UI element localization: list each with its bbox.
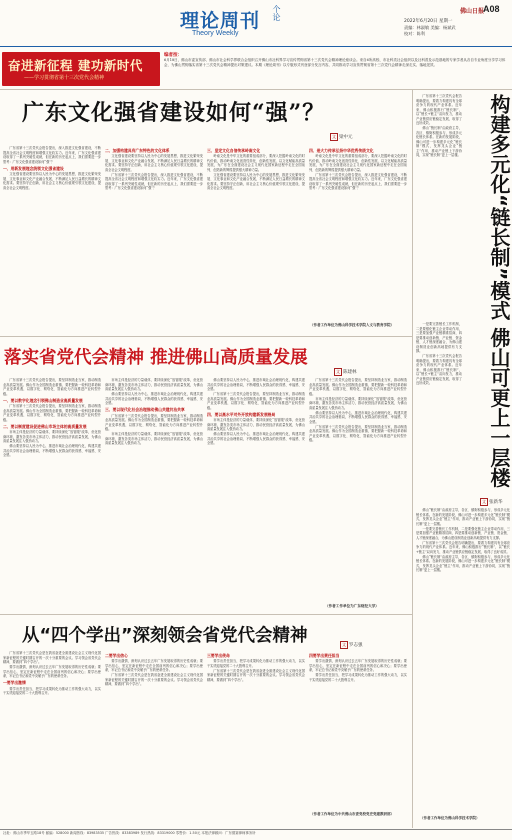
article3-title: 从“四个学出”深刻领会省党代会精神 bbox=[22, 626, 308, 646]
article1-subhead: 一、用新发展理念统领文化强省建设 bbox=[3, 165, 64, 171]
article2-title: 落实省党代会精神 推进佛山高质量发展 bbox=[4, 348, 308, 368]
article4-author: 张新华 bbox=[489, 500, 503, 505]
article2-para: 市场主体是经济的力量载体，要持续深化“放管服”改革，优化营商环境，激发各类市场主体活力，推动民营经济高质量发展，为佛山高质量发展注入强劲动力。 bbox=[105, 378, 203, 391]
article1-subhead: 二、加强构建具有广东特色的文化体系 bbox=[105, 147, 170, 153]
banner bbox=[2, 52, 160, 86]
article3-para: 广东省第十三次党代会是在我省奋进全面建设社会主义现代化国家新征程的关键时期召开的一次十分重要的会议。学习领会省党代会精神，要做到“四个学出”。 bbox=[105, 673, 203, 686]
article3-signature: （作者工作单位为中共佛山市委党校党史党建教研部） bbox=[310, 812, 394, 816]
article1-author: 梁中元 bbox=[339, 135, 353, 140]
article4-bottom-text bbox=[416, 508, 510, 813]
divider bbox=[0, 336, 412, 337]
article2-col4 bbox=[309, 378, 407, 600]
article3-subhead: 四要学出责任担当 bbox=[309, 652, 340, 658]
article2-para: 佛山要坚持以人民为中心，推进市域社会治理现代化，构建共建共治共享的社会治理格局，不断增强人民群众的获得感、幸福感、安全感。 bbox=[207, 432, 305, 445]
article3-para: 要学出激情，深刻认识过去五年广东发展取得的历史性成就；要学出信心，坚定在新征程中走在全国前列的信心和决心；要学出使命，牢记总书记和党中央赋予广东的使命任务。 bbox=[3, 665, 101, 678]
article1-para: 岭南文化是中华文化的重要组成部分，要深入挖掘岭南文化的时代价值，推动岭南文化创造性转化、创新性发展，以文化赋能高质量发展，为广东在全面建设社会主义现代化国家新征程中走在全国前列、创造新的辉煌提供强大精神力量。 bbox=[207, 154, 305, 172]
article2-para: 广东省第十三次党代会报告提出，要坚持制造业当家，推动制造业高质量发展。佛山作为全国制造业重镇，要把握新一轮科技革命和产业变革机遇，以数字化、网络化、智能化为方向推进产业转型升级。 bbox=[309, 424, 407, 442]
article3-para: 要学出责任担当，把学习成果转化为推动工作的强大动力，以实干实绩迎接党的二十大胜利召开。 bbox=[309, 673, 407, 682]
article2-para: 广东省第十三次党代会报告提出，要坚持制造业当家，推动制造业高质量发展。佛山作为全国制造业重镇，要把握新一轮科技革命和产业变革机遇，以数字化、网络化、智能化为方向推进产业转型升级。 bbox=[309, 378, 407, 396]
footer-info: 社址：佛山市季华五路18号 邮编：528000 新闻热线：83983535 广告热线：83383989 发行热线：83319000 零售价：1.50元 本报法律顾问：广东德赛律师事务所 bbox=[3, 831, 256, 835]
article3-para: 要学出责任担当，把学习成果转化为推动工作的强大动力，以实干实绩迎接党的二十大胜利召开。 bbox=[3, 686, 101, 695]
masthead bbox=[0, 0, 512, 50]
article2-para: 市场主体是经济的力量载体，要持续深化“放管服”改革，优化营商环境，激发各类市场主体活力，推动民营经济高质量发展，为佛山高质量发展注入强劲动力。 bbox=[3, 430, 101, 443]
article1-subhead: 四、是大力传承弘扬中华优秀传统文化 bbox=[309, 147, 374, 153]
article4-author-tag: 文 bbox=[482, 499, 486, 504]
article4-byline bbox=[480, 498, 503, 506]
article3-col4 bbox=[309, 651, 407, 811]
article3-para: 广东省第十三次党代会是在我省奋进全面建设社会主义现代化国家新征程的关键时期召开的一次十分重要的会议。学习领会省党代会精神，要做到“四个学出”。 bbox=[3, 651, 101, 664]
article4-para: 佛山“链长制”由政府主导，各区、镇街积极参与，形成多元化链长体系。在新的发展阶段，佛山可进一步构建多元化“链长制”模式，发挥龙头企业“链主”作用，推动产业链上下游协同，实现“链长制”更上一层楼。 bbox=[416, 554, 510, 572]
section-vertical: 个论 bbox=[272, 5, 281, 21]
article3-byline bbox=[340, 641, 363, 649]
article3-col1 bbox=[3, 651, 101, 823]
article2-author: 陈建林 bbox=[343, 370, 357, 375]
article2-para: 广东省第十三次党代会报告提出，要坚持制造业当家，推动制造业高质量发展。佛山作为全国制造业重镇，要把握新一轮科技革命和产业变革机遇，以数字化、网络化、智能化为方向推进产业转型升级。 bbox=[105, 413, 203, 431]
article3-author: 罗志强 bbox=[349, 643, 363, 648]
article3-col3 bbox=[207, 651, 305, 823]
article2-subhead: 二、要以制度建设促进佛山市场主体的高质量发展 bbox=[3, 423, 87, 429]
editor-note-text: 6月18日，佛山市委宣传部、佛山市社会科学界联合会组织召开佛山市社科界学习宣传贯彻省第十三次党代会精神理论座谈会。来自6所高校、市社科类社会组织以及社科普及示范基地的专家学者从各自专业角度分享学习体会，为佛山贯彻落实省第十三次党代会精神提出对策建议。本期《理论周刊》以专版形式刊登部分发言内容，共同推动学习宣传贯彻省第十三次党代会精神走深走实、落地见效。 bbox=[164, 58, 506, 67]
article3-subhead: 三要学出使命 bbox=[207, 652, 230, 658]
article1-para: 文化强省建设要坚持以人民为中心的发展思想，推进文化繁荣发展、文化事业和文化产业融合发展，不断满足人民日益增长的精神文化需求。要坚持守正创新，用社会主义核心价值观引领文化建设，提高全社会文明程度。 bbox=[105, 154, 203, 172]
page-number: A08 bbox=[483, 4, 500, 14]
article2-para: 广东省第十三次党代会报告提出，要坚持制造业当家，推动制造业高质量发展。佛山作为全国制造业重镇，要把握新一轮科技革命和产业变革机遇，以数字化、网络化、智能化为方向推进产业转型升级。 bbox=[3, 378, 101, 396]
article1-para: 广东省第十三次党代会报告提出，深入推进文化强省建设，不断提高全省社会文明程度和增强文化软实力。近年来，广东文化强省建设取得了一系列突破性成就，但在新的历史起点上，我们需要进一步思考：广东文化强省建设如何“强”？ bbox=[3, 146, 101, 164]
article2-para: 广东省第十三次党代会报告提出，要坚持制造业当家，推动制造业高质量发展。佛山作为全国制造业重镇，要把握新一轮科技革命和产业变革机遇，以数字化、网络化、智能化为方向推进产业转型升级。 bbox=[3, 404, 101, 422]
article4-mid-text bbox=[416, 322, 462, 522]
article2-author-tag: 文 bbox=[336, 369, 340, 374]
article1-para: 文化强省建设要坚持以人民为中心的发展思想，推进文化繁荣发展、文化事业和文化产业融合发展，不断满足人民日益增长的精神文化需求。要坚持守正创新，用社会主义核心价值观引领文化建设，提高全社会文明程度。 bbox=[207, 172, 305, 190]
article2-para: 佛山要坚持以人民为中心，推进市域社会治理现代化，构建共建共治共享的社会治理格局，不断增强人民群众的获得感、幸福感、安全感。 bbox=[309, 410, 407, 424]
article2-para: 广东省第十三次党代会报告提出，要坚持制造业当家，推动制造业高质量发展。佛山作为全国制造业重镇，要把握新一轮科技革命和产业变革机遇，以数字化、网络化、智能化为方向推进产业转型升级。 bbox=[207, 392, 305, 410]
article2-para: 市场主体是经济的力量载体，要持续深化“放管服”改革，优化营商环境，激发各类市场主体活力，推动民营经济高质量发展，为佛山高质量发展注入强劲动力。 bbox=[207, 418, 305, 431]
article3-para: 要学出责任担当，把学习成果转化为推动工作的强大动力，以实干实绩迎接党的二十大胜利召开。 bbox=[207, 659, 305, 668]
proof-line: 校对：陈利 bbox=[404, 31, 425, 36]
section-title: 理论周刊 bbox=[180, 10, 261, 32]
article1-title: 广东文化强省建设如何“强”？ bbox=[22, 100, 326, 126]
article4-para: 广东省第十三次党代会报告明确提出，要着力构建具有全球竞争力的现代产业体系。近年来，佛山积极推行“链长制”，以“链长+链主”双向发力，推动产业链供应链稳定发展，取得了良好成效。 bbox=[416, 94, 462, 125]
editor-line: 责编：林淑敏 美编：杨斌武 bbox=[404, 25, 456, 30]
article3-para: 广东省第十三次党代会是在我省奋进全面建设社会主义现代化国家新征程的关键时期召开的一次十分重要的会议。学习领会省党代会精神，要做到“四个学出”。 bbox=[207, 668, 305, 682]
article2-subhead: 四、要以高水平对外开放构建新发展格局 bbox=[207, 411, 276, 417]
article1-para: 广东省第十三次党代会报告提出，深入推进文化强省建设，不断提高全省社会文明程度和增强文化软实力。近年来，广东文化强省建设取得了一系列突破性成就，但在新的历史起点上，我们需要进一步思考：广东文化强省建设如何“强”？ bbox=[105, 172, 203, 190]
divider bbox=[0, 614, 412, 615]
editor-note bbox=[164, 53, 510, 87]
article1-col3 bbox=[207, 146, 305, 331]
article4-signature: （作者工作单位为佛山科学技术学院） bbox=[420, 816, 480, 820]
article2-col1 bbox=[3, 378, 101, 610]
article2-para: 佛山要坚持以人民为中心，推进市域社会治理现代化，构建共建共治共享的社会治理格局，不断增强人民群众的获得感、幸福感、安全感。 bbox=[207, 378, 305, 391]
article4-top-text bbox=[416, 94, 462, 316]
article1-author-tag: 文 bbox=[332, 134, 336, 139]
paper-name: 佛山日报 bbox=[460, 8, 485, 15]
article4-para: 佛山“链长制”由政府主导，各区、镇街积极参与，形成多元化链长体系。在新的发展阶段，佛山可进一步构建多元化“链长制”模式，发挥龙头企业“链主”作用，推动产业链上下游协同，实现“链长制”更上一层楼。 bbox=[416, 508, 510, 526]
article4-title: 构建多元化“链长制”模式 佛山可更上一层楼 bbox=[487, 94, 511, 488]
article3-subhead: 二要学出信心 bbox=[105, 652, 128, 658]
right-column-divider bbox=[412, 90, 413, 828]
banner-main: 奋进新征程 建功新时代 bbox=[8, 58, 143, 73]
article1-col4 bbox=[309, 146, 407, 321]
article3-author-tag: 文 bbox=[342, 642, 346, 647]
masthead-divider bbox=[0, 46, 512, 47]
article2-subhead: 三、要以现代化社会治理推动佛山共建共治共享 bbox=[105, 407, 185, 412]
banner-sub: ——学习贯彻省第十三次党代会精神 bbox=[24, 75, 105, 81]
date-line: 2022年6月20日 星期一 bbox=[404, 19, 453, 24]
article2-para: 市场主体是经济的力量载体，要持续深化“放管服”改革，优化营商环境，激发各类市场主体活力，推动民营经济高质量发展，为佛山高质量发展注入强劲动力。 bbox=[309, 396, 407, 410]
article3-col2 bbox=[105, 651, 203, 823]
article4-para: 广东省第十三次党代会报告明确提出，要着力构建具有全球竞争力的现代产业体系。近年来，佛山积极推行“链长制”，以“链长+链主”双向发力，推动产业链供应链稳定发展，取得了良好成效。 bbox=[416, 354, 462, 385]
article1-col1 bbox=[3, 146, 101, 331]
article1-signature: （作者工作单位为佛山科学技术学院人文与教育学院） bbox=[310, 323, 394, 327]
banner-divider bbox=[0, 89, 512, 90]
article2-para: 佛山要坚持以人民为中心，推进市域社会治理现代化，构建共建共治共享的社会治理格局，不断增强人民群众的获得感、幸福感、安全感。 bbox=[3, 444, 101, 457]
section-subtitle: Theory Weekly bbox=[192, 30, 239, 37]
article1-para: 岭南文化是中华文化的重要组成部分，要深入挖掘岭南文化的时代价值，推动岭南文化创造性转化、创新性发展，以文化赋能高质量发展，为广东在全面建设社会主义现代化国家新征程中走在全国前列、创造新的辉煌提供强大精神力量。 bbox=[309, 154, 407, 172]
article2-col2 bbox=[105, 378, 203, 610]
article1-col2 bbox=[105, 146, 203, 331]
article1-para: 广东省第十三次党代会报告提出，深入推进文化强省建设，不断提高全省社会文明程度和增强文化软实力。近年来，广东文化强省建设取得了一系列突破性成就，但在新的历史起点上，我们需要进一步思考：广东文化强省建设如何“强”？ bbox=[309, 172, 407, 190]
article1-byline bbox=[330, 133, 353, 141]
article3-subhead: 一要学出激情 bbox=[3, 680, 26, 685]
article2-signature: （作者工作单位为广东财经大学） bbox=[325, 604, 379, 608]
article2-para: 佛山要坚持以人民为中心，推进市域社会治理现代化，构建共建共治共享的社会治理格局，不断增强人民群众的获得感、幸福感、安全感。 bbox=[105, 392, 203, 405]
article2-subhead: 一、要以数字化理念引领佛山制造业高质量发展 bbox=[3, 397, 83, 403]
article4-para: 广东省第十三次党代会报告明确提出，要着力构建具有全球竞争力的现代产业体系。近年来，佛山积极推行“链长制”，以“链长+链主”双向发力，推动产业链供应链稳定发展，取得了良好成效。 bbox=[416, 540, 510, 554]
article3-para: 要学出激情，深刻认识过去五年广东发展取得的历史性成就；要学出信心，坚定在新征程中走在全国前列的信心和决心；要学出使命，牢记总书记和党中央赋予广东的使命任务。 bbox=[105, 659, 203, 672]
article3-para: 要学出激情，深刻认识过去五年广东发展取得的历史性成就；要学出信心，坚定在新征程中走在全国前列的信心和决心；要学出使命，牢记总书记和党中央赋予广东的使命任务。 bbox=[309, 659, 407, 672]
article4-para: 佛山“链长制”由政府主导，各区、镇街积极参与，形成多元化链长体系。在新的发展阶段，佛山可进一步构建多元化“链长制”模式，发挥龙头企业“链主”作用，推动产业链上下游协同，实现“链长制”更上一层楼。 bbox=[416, 126, 462, 157]
article2-byline bbox=[334, 368, 357, 376]
editor-note-label: 编者按： bbox=[164, 53, 182, 58]
article2-para: 市场主体是经济的力量载体，要持续深化“放管服”改革，优化营商环境，激发各类市场主体活力，推动民营经济高质量发展，为佛山高质量发展注入强劲动力。 bbox=[105, 432, 203, 445]
article1-para: 文化强省建设要坚持以人民为中心的发展思想，推进文化繁荣发展、文化事业和文化产业融合发展，不断满足人民日益增长的精神文化需求。要坚持守正创新，用社会主义核心价值观引领文化建设，提高全社会文明程度。 bbox=[3, 172, 101, 190]
article4-para: 一是要完善链长工作机制，二是要强化链主企业带动作用，三是要加强产业链精准招商，四是要推动创新链、产业链、资金链、人才链深度融合，为佛山建设制造业创新高地提供有力支撑。 bbox=[416, 526, 510, 540]
footer-divider bbox=[0, 829, 512, 830]
article1-subhead: 三、坚定文化自信传承岭南文化 bbox=[207, 147, 261, 153]
article2-col3 bbox=[207, 378, 305, 610]
article4-para: 一是要完善链长工作机制，二是要强化链主企业带动作用，三是要加强产业链精准招商，四是要推动创新链、产业链、资金链、人才链深度融合，为佛山建设制造业创新高地提供有力支撑。 bbox=[416, 322, 462, 353]
